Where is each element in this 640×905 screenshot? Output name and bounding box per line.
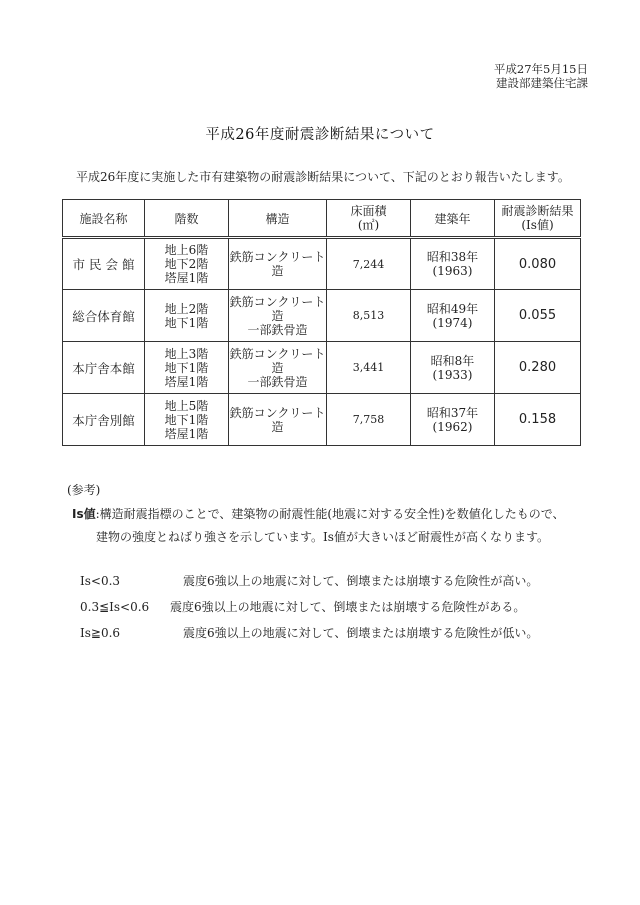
floor-line: 地上3階 [164, 346, 209, 361]
facility-is-value: 0.280 [495, 342, 581, 394]
facility-built-year [411, 238, 495, 290]
document-header-meta [494, 62, 588, 90]
table-header-row [63, 200, 581, 238]
seismic-results-table [62, 199, 581, 446]
header-structure: 構造 [229, 200, 327, 238]
is-range-row [80, 598, 580, 615]
intro-paragraph: 平成26年度に実施した市有建築物の耐震診断結果について、下記のとおり報告いたします。 [76, 170, 570, 184]
facility-floor-area: 7,244 [327, 238, 411, 290]
header-floors: 階数 [145, 200, 229, 238]
table-row [63, 394, 581, 446]
is-range-description: 震度6強以上の地震に対して、倒壊または崩壊する危険性がある。 [170, 600, 526, 614]
year-western: (1962) [432, 419, 473, 434]
is-range-row [80, 572, 580, 589]
is-range-row [80, 624, 580, 641]
facility-name: 本庁舎本館 [63, 342, 145, 394]
facility-floors [145, 394, 229, 446]
document-title: 平成26年度耐震診断結果について [205, 127, 435, 143]
structure-line: 鉄筋コンクリート造 [229, 250, 326, 278]
facility-is-value: 0.158 [495, 394, 581, 446]
table-row [63, 290, 581, 342]
floor-line: 地下1階 [164, 315, 209, 330]
facility-structure [229, 394, 327, 446]
is-value-term: Is値 [72, 507, 96, 521]
is-value-definition-text: :構造耐震指標のことで、建築物の耐震性能(地震に対する安全性)を数値化したもので、 [95, 507, 565, 521]
facility-name: 総合体育館 [63, 290, 145, 342]
is-value-definition-continued: 建物の強度とねばり強さを示しています。Is値が大きいほど耐震性が高くなります。 [96, 530, 549, 544]
structure-line: 一部鉄骨造 [247, 322, 308, 337]
table-row [63, 238, 581, 290]
reference-heading: (参考) [67, 483, 101, 497]
table-row [63, 342, 581, 394]
facility-structure [229, 342, 327, 394]
facility-built-year [411, 342, 495, 394]
header-built-year: 建築年 [411, 200, 495, 238]
floor-line: 地下1階 [164, 412, 209, 427]
year-era: 昭和8年 [430, 353, 475, 368]
header-floor-area-label: 床面積 [350, 204, 387, 218]
year-western: (1933) [432, 367, 473, 382]
facility-floors [145, 342, 229, 394]
year-western: (1974) [432, 315, 473, 330]
header-is-result [495, 200, 581, 238]
header-floor-area [327, 200, 411, 238]
header-is-result-unit: (Is値) [521, 218, 554, 232]
structure-line: 鉄筋コンクリート造 [229, 346, 326, 375]
is-range: Is<0.3 [80, 574, 121, 588]
facility-name: 本庁舎別館 [63, 394, 145, 446]
is-value-definition [72, 505, 565, 522]
year-era: 昭和49年 [426, 301, 479, 316]
year-era: 昭和38年 [426, 250, 479, 264]
floor-line: 塔屋1階 [164, 271, 209, 285]
facility-structure [229, 290, 327, 342]
floor-line: 塔屋1階 [164, 374, 209, 389]
header-floor-area-unit: (㎡) [357, 218, 380, 232]
facility-floors [145, 238, 229, 290]
header-facility-name: 施設名称 [63, 200, 145, 238]
document-date: 平成27年5月15日 [493, 62, 588, 76]
facility-is-value: 0.055 [495, 290, 581, 342]
floor-line: 地上6階 [164, 243, 209, 257]
floor-line: 地下1階 [164, 360, 209, 375]
issuing-department: 建設部建築住宅課 [496, 76, 588, 90]
floor-line: 地上2階 [164, 301, 209, 316]
year-era: 昭和37年 [426, 405, 479, 420]
facility-is-value: 0.080 [495, 238, 581, 290]
is-range: 0.3≦Is<0.6 [80, 600, 150, 614]
is-range-description: 震度6強以上の地震に対して、倒壊または崩壊する危険性が高い。 [183, 574, 539, 588]
structure-line: 鉄筋コンクリート造 [229, 294, 326, 323]
floor-line: 地上5階 [164, 398, 209, 413]
year-western: (1963) [432, 264, 473, 278]
is-range-description: 震度6強以上の地震に対して、倒壊または崩壊する危険性が低い。 [183, 626, 539, 640]
facility-name: 市 民 会 館 [63, 238, 145, 290]
header-is-result-label: 耐震診断結果 [501, 204, 574, 218]
facility-built-year [411, 394, 495, 446]
facility-floor-area: 8,513 [327, 290, 411, 342]
floor-line: 塔屋1階 [164, 426, 209, 441]
facility-floor-area: 3,441 [327, 342, 411, 394]
structure-line: 鉄筋コンクリート造 [229, 405, 326, 434]
facility-structure [229, 238, 327, 290]
floor-line: 地下2階 [164, 257, 209, 271]
facility-floor-area: 7,758 [327, 394, 411, 446]
structure-line: 一部鉄骨造 [247, 374, 308, 389]
facility-floors [145, 290, 229, 342]
is-range: Is≧0.6 [80, 626, 121, 640]
facility-built-year [411, 290, 495, 342]
